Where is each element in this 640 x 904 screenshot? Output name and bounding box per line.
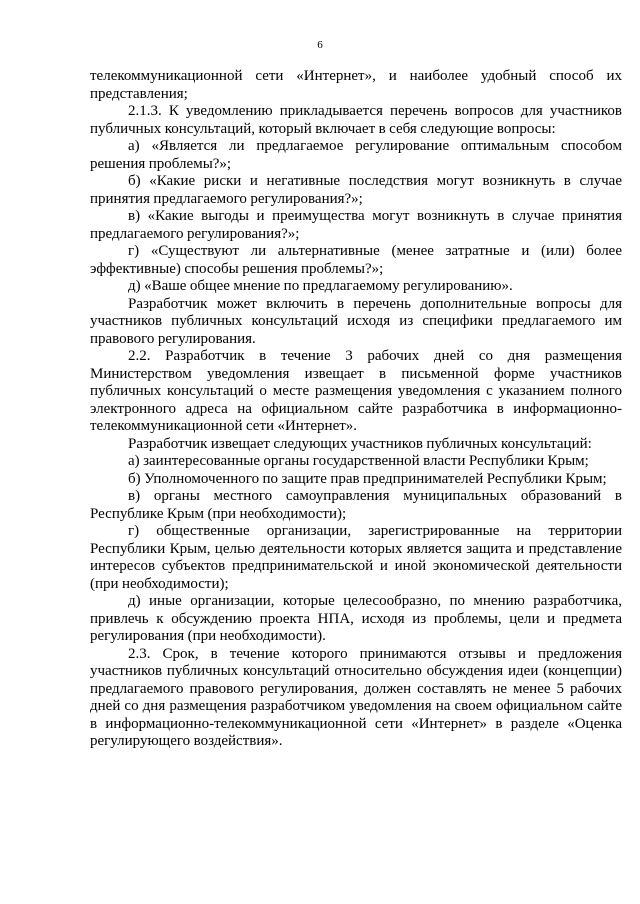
paragraph-continuation: телекоммуникационной сети «Интернет», и наиболее удобный способ их представления; [90,68,622,102]
participant-b: б) Уполномоченного по защите прав предпринимателей Республики Крым; [128,470,607,487]
participant-v: в) органы местного самоуправления муниципальных образований в Республике Крым (при необходимости); [90,488,622,522]
participant-g: г) общественные организации, зарегистрированные на территории Республики Крым, целью деятельности которых является защита и представление интересов субъектов предпринимательской и иной экономической деятельности (при необходимости); [90,523,622,592]
page-number: 6 [317,39,323,51]
question-g: г) «Существуют ли альтернативные (менее затратные и (или) более эффективные) способы решения проблемы?»; [90,243,622,277]
document-body [90,68,622,751]
paragraph-2-1-3: 2.1.3. К уведомлению прикладывается перечень вопросов для участников публичных консультаций, который включает в себя следующие вопросы: [90,103,622,137]
paragraph-additional-questions: Разработчик может включить в перечень дополнительные вопросы для участников публичных консультаций исходя из специфики предлагаемого им правового регулирования. [90,295,622,347]
question-b: б) «Какие риски и негативные последствия могут возникнуть в случае принятия предлагаемого регулирования?»; [90,173,622,207]
question-d: д) «Ваше общее мнение по предлагаемому регулированию». [128,278,513,294]
participant-d: д) иные организации, которые целесообразно, по мнению разработчика, привлечь к обсуждению проекта НПА, исходя из проблемы, цели и предмета регулирования (при необходимости). [90,593,622,644]
paragraph-2-3: 2.3. Срок, в течение которого принимаются отзывы и предложения участников публичных консультаций относительно обсуждения идеи (концепции) предлагаемого правового регулирования, должен составлять не менее 5 рабочих дней со дня размещения разработчиком уведомления на своем официальном сайте в информационно-телекоммуникационной сети «Интернет» в разделе «Оценка регулирующего воздействия». [90,645,622,749]
participant-a: а) заинтересованные органы государственной власти Республики Крым; [128,453,589,469]
paragraph-2-2: 2.2. Разработчик в течение 3 рабочих дней со дня размещения Министерством уведомления извещает в письменной форме участников публичных консультаций о месте размещения уведомления с указанием полного электронного адреса на официальном сайте разработчика в информационно-телекоммуникационной сети «Интернет». [90,348,622,434]
paragraph-participants-intro: Разработчик извещает следующих участников публичных консультаций: [128,435,592,452]
question-a: а) «Является ли предлагаемое регулирование оптимальным способом решения проблемы?»; [90,138,622,172]
question-v: в) «Какие выгоды и преимущества могут возникнуть в случае принятия предлагаемого регулирования?»; [90,208,622,242]
